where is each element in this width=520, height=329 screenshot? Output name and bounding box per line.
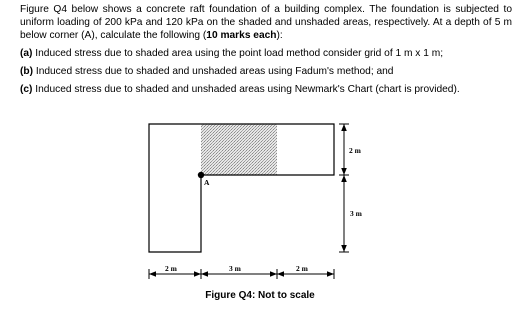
part-a-text: Induced stress due to shaded area using the point load method consider grid of 1 m x 1 m; — [35, 48, 444, 60]
shaded-area — [201, 124, 277, 175]
dim-right-lower: 3 m — [350, 209, 362, 218]
dim-right-upper: 2 m — [349, 146, 361, 155]
part-a-label: (a) — [20, 48, 33, 60]
figure-caption: Figure Q4: Not to scale — [205, 290, 315, 301]
intro-tail: ): — [276, 30, 283, 42]
right-dimension — [339, 124, 349, 252]
dim-bottom-left: 2 m — [165, 264, 177, 273]
part-b-text: Induced stress due to shaded and unshaded areas using Fadum's method; and — [35, 66, 394, 78]
part-c-text: Induced stress due to shaded and unshaded areas using Newmark's Chart (chart is provided). — [35, 84, 460, 96]
dim-bottom-middle: 3 m — [229, 264, 241, 273]
intro-lead: Figure Q4 below shows a concrete raft foundation of a building complex. The foundation is subjected to uniform loading of 200 kPa and 120 kPa on the shaded and unshaded areas, respectively. At a depth of 5 m below corner (A), calculate the following ( — [20, 4, 512, 42]
corner-a-label: A — [204, 178, 210, 187]
dim-bottom-right: 2 m — [296, 264, 308, 273]
part-c-label: (c) — [20, 84, 33, 96]
marks-note: 10 marks each — [206, 30, 277, 42]
part-b-label: (b) — [20, 66, 34, 78]
